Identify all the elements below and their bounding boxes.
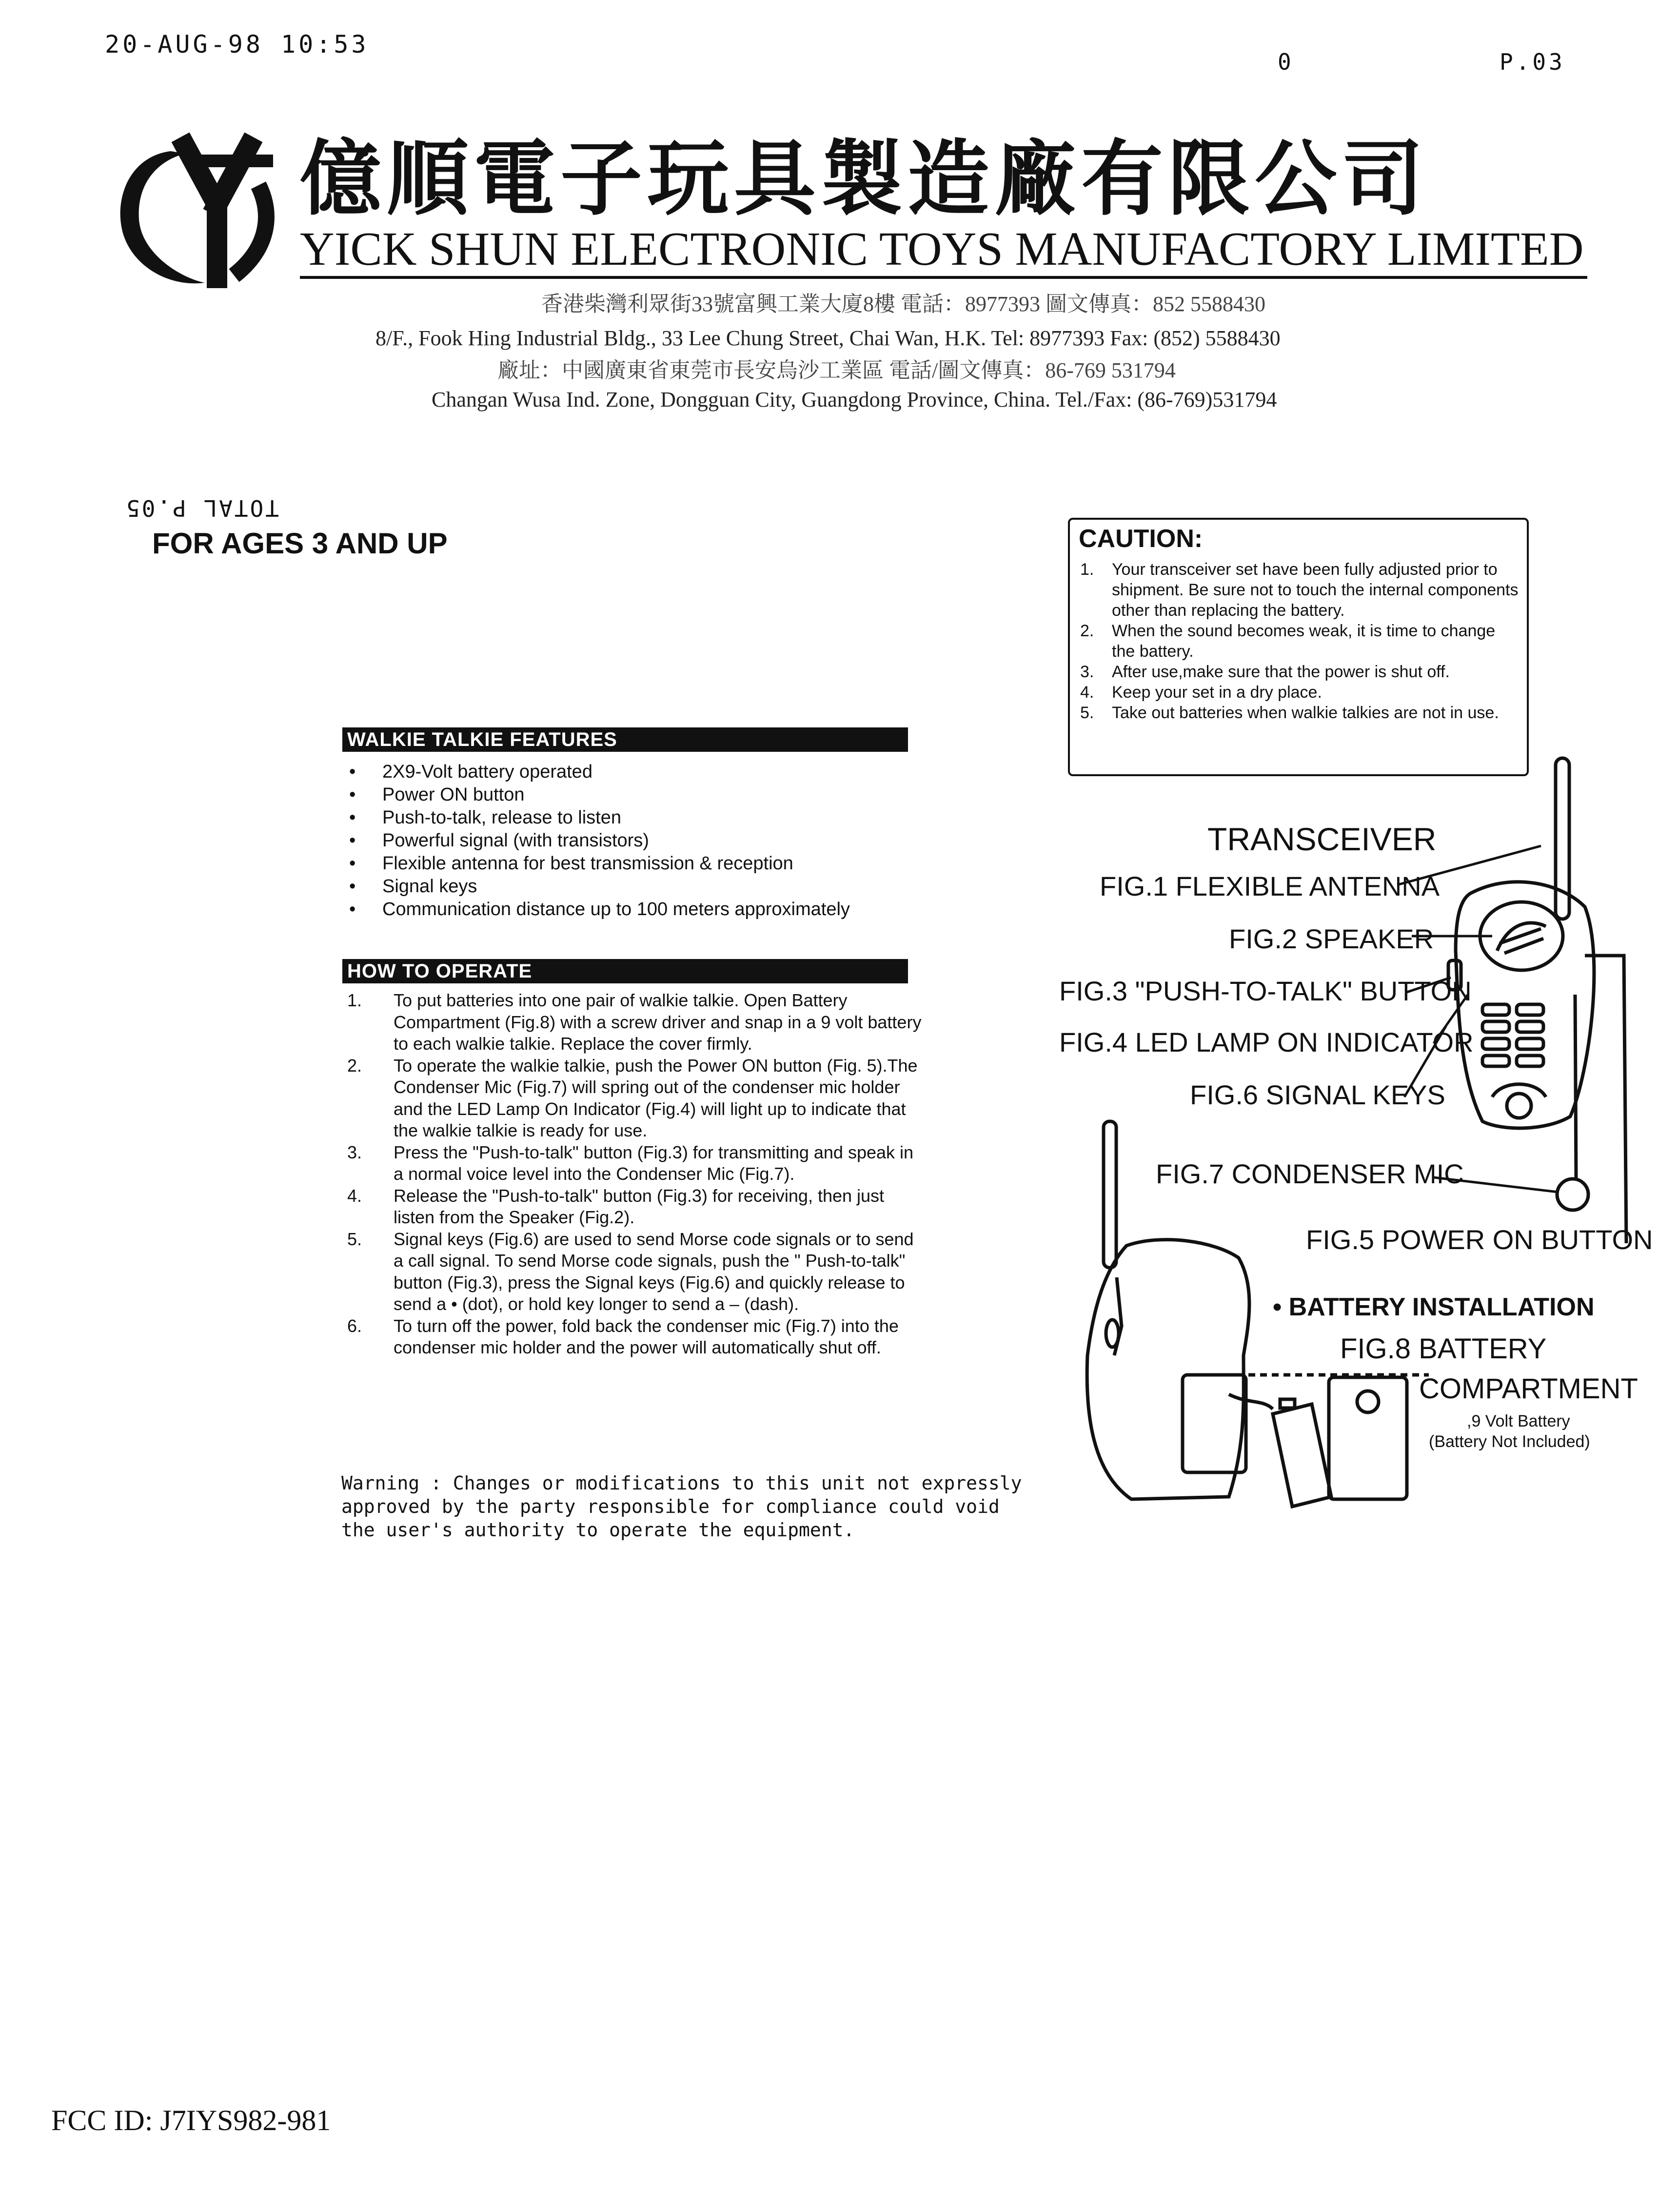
- nine-volt-label: ,9 Volt Battery: [1467, 1412, 1570, 1430]
- step-number: 6.: [347, 1315, 362, 1336]
- caution-number: 3.: [1080, 663, 1094, 681]
- step-text: To operate the walkie talkie, push the Power ON button (Fig. 5).The Condenser Mic (Fig.7) will spring out of the condenser mic holder and the LED Lamp On Indicator (Fig.4) will light up to indicate that the walkie talkie is ready for use.: [394, 1055, 918, 1140]
- list-item: [347, 1055, 923, 1142]
- fax-datetime: 20-AUG-98 10:53: [105, 30, 369, 59]
- fig5-label: FIG.5 POWER ON BUTTON: [1306, 1224, 1653, 1255]
- step-number: 3.: [347, 1142, 362, 1162]
- list-item: [1080, 703, 1521, 723]
- fig4-label: FIG.4 LED LAMP ON INDICATOR: [1059, 1027, 1474, 1057]
- company-name-chinese: 億順電子玩具製造廠有限公司: [300, 135, 1428, 225]
- operate-title: HOW TO OPERATE: [342, 959, 908, 983]
- list-item: • Signal keys: [347, 875, 928, 898]
- company-logo-icon: [112, 132, 283, 293]
- fig8-label: FIG.8 BATTERY: [1340, 1333, 1547, 1365]
- total-pages-mirrored: TOTAL P.05: [124, 495, 279, 521]
- list-item: [347, 1315, 923, 1359]
- caution-text: Take out batteries when walkie talkies are not in use.: [1112, 704, 1499, 722]
- step-text: To put batteries into one pair of walkie talkie. Open Battery Compartment (Fig.8) with a screw driver and snap in a 9 volt battery to each walkie talkie. Replace the cover firmly.: [394, 990, 922, 1054]
- caution-text: When the sound becomes weak, it is time to change the battery.: [1112, 622, 1496, 661]
- list-item: [1080, 682, 1521, 703]
- list-item: [1080, 621, 1521, 662]
- step-number: 2.: [347, 1055, 362, 1076]
- diagram-title: TRANSCEIVER: [1207, 821, 1437, 857]
- list-item: • Power ON button: [347, 783, 928, 806]
- address-chinese-factory: 廠址：中國廣東省東莞市長安烏沙工業區 電話/圖文傳真：86-769 531794: [497, 358, 1176, 382]
- caution-list: [1080, 559, 1521, 723]
- step-text: Signal keys (Fig.6) are used to send Morse code signals or to send a call signal. To send Morse code signals, push the " Push-to-talk" button (Fig.3), press the Signal keys (Fig.6) and quickly release to send a • (dot), or hold key longer to send a – (dash).: [394, 1229, 914, 1314]
- list-item: [347, 990, 923, 1055]
- caution-text: Keep your set in a dry place.: [1112, 683, 1322, 702]
- age-label: FOR AGES 3 AND UP: [152, 527, 448, 560]
- fig6-label: FIG.6 SIGNAL KEYS: [1190, 1079, 1445, 1110]
- caution-text: After use,make sure that the power is shut off.: [1112, 663, 1450, 681]
- list-item: [1080, 662, 1521, 682]
- list-item: • Push-to-talk, release to listen: [347, 806, 928, 829]
- fig3-label: FIG.3 "PUSH-TO-TALK" BUTTON: [1059, 976, 1472, 1006]
- operate-steps: [347, 990, 923, 1359]
- fig1-label: FIG.1 FLEXIBLE ANTENNA: [1100, 871, 1440, 901]
- features-list: [347, 761, 928, 921]
- caution-text: Your transceiver set have been fully adjusted prior to shipment. Be sure not to touch the internal components other than replacing the battery.: [1112, 560, 1519, 620]
- step-text: Press the "Push-to-talk" button (Fig.3) for transmitting and speak in a normal voice level into the Condenser Mic (Fig.7).: [394, 1142, 914, 1184]
- battery-not-included-label: (Battery Not Included): [1429, 1432, 1590, 1451]
- list-item: • 2X9-Volt battery operated: [347, 761, 928, 783]
- compartment-label: COMPARTMENT: [1419, 1373, 1638, 1405]
- caution-title: CAUTION:: [1079, 525, 1203, 553]
- fax-page-number: P.03: [1500, 49, 1565, 75]
- address-english-factory: Changan Wusa Ind. Zone, Dongguan City, Guangdong Province, China. Tel./Fax: (86-769)531794: [432, 388, 1277, 411]
- address-chinese-hk: 香港柴灣利眾街33號富興工業大廈8樓 電話：8977393 圖文傳真：852 5588430: [541, 292, 1265, 316]
- caution-number: 2.: [1080, 622, 1094, 640]
- list-item: [347, 1185, 923, 1229]
- list-item: • Powerful signal (with transistors): [347, 829, 928, 852]
- fig7-label: FIG.7 CONDENSER MIC: [1156, 1158, 1464, 1189]
- address-english-hk: 8/F., Fook Hing Industrial Bldg., 33 Lee Chung Street, Chai Wan, H.K. Tel: 8977393 Fax: (852) 5588430: [375, 326, 1281, 350]
- step-text: Release the "Push-to-talk" button (Fig.3) for receiving, then just listen from the Speaker (Fig.2).: [394, 1185, 885, 1227]
- company-name-english: YICK SHUN ELECTRONIC TOYS MANUFACTORY LIMITED: [300, 223, 1584, 275]
- list-item: • Flexible antenna for best transmission & reception: [347, 852, 928, 875]
- caution-number: 1.: [1080, 560, 1094, 579]
- step-text: To turn off the power, fold back the condenser mic (Fig.7) into the condenser mic holder and the power will automatically shut off.: [394, 1315, 899, 1357]
- step-number: 5.: [347, 1229, 362, 1249]
- fig2-label: FIG.2 SPEAKER: [1229, 923, 1434, 954]
- list-item: • Communication distance up to 100 meters approximately: [347, 898, 928, 921]
- warning-text: Warning : Changes or modifications to this unit not expressly approved by the party responsible for compliance could void the user's authority to operate the equipment.: [341, 1472, 1022, 1541]
- features-title: WALKIE TALKIE FEATURES: [342, 727, 908, 752]
- caution-number: 4.: [1080, 683, 1094, 702]
- caution-number: 5.: [1080, 704, 1094, 722]
- walkie-talkie-icon: [1448, 758, 1626, 1243]
- list-item: [1080, 559, 1521, 621]
- fax-mark: 0: [1278, 49, 1291, 75]
- fcc-id: FCC ID: J7IYS982-981: [51, 2104, 331, 2136]
- step-number: 1.: [347, 990, 362, 1010]
- list-item: [347, 1229, 923, 1315]
- step-number: 4.: [347, 1185, 362, 1206]
- battery-installation-heading: • BATTERY INSTALLATION: [1273, 1293, 1595, 1321]
- list-item: [347, 1142, 923, 1185]
- company-name-underline: [300, 276, 1587, 279]
